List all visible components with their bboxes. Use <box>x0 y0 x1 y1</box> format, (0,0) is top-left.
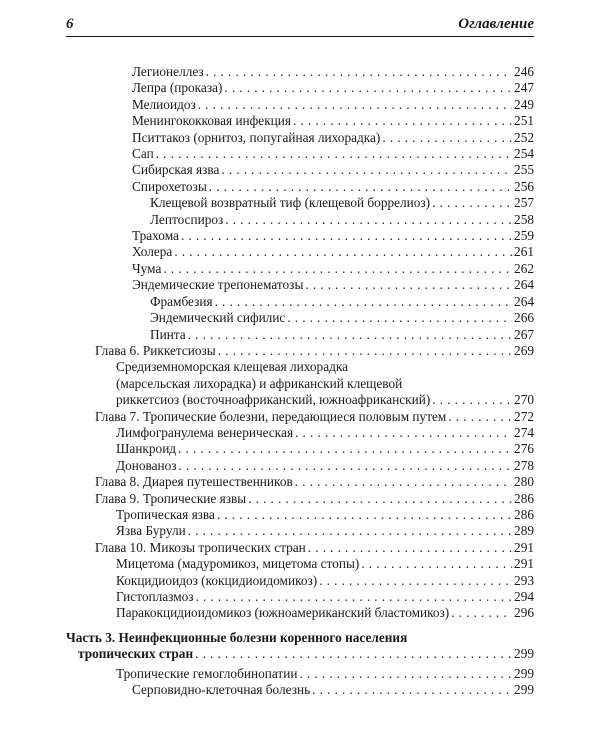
toc-entry <box>150 195 534 211</box>
leader-dots <box>299 666 512 682</box>
toc-entry-page: 289 <box>514 523 534 539</box>
toc-entry-label: Сап <box>132 146 154 162</box>
toc-entry <box>132 228 534 244</box>
leader-dots <box>179 458 513 474</box>
toc-entry-label: Спирохетозы <box>132 178 207 194</box>
toc-entry-page: 286 <box>514 506 534 522</box>
toc-entry <box>116 523 534 539</box>
toc-entry <box>150 212 534 228</box>
toc-entry <box>95 540 534 556</box>
toc-entry <box>132 64 534 80</box>
leader-dots <box>206 64 512 80</box>
toc-entry <box>132 277 534 293</box>
toc-entry <box>132 179 534 195</box>
toc-entry <box>116 573 534 589</box>
toc-entry <box>95 409 534 425</box>
leader-dots <box>188 327 512 343</box>
toc-entry-label: Клещевой возвратный тиф (клещевой боррелиоз) <box>150 195 431 211</box>
leader-dots <box>451 605 512 621</box>
toc-entry-label: Глава 10. Микозы тропических стран <box>95 539 306 555</box>
toc-entry-label: Трахома <box>132 228 179 244</box>
leader-dots <box>432 195 512 211</box>
toc-entry-label: Холера <box>132 244 173 260</box>
toc-entry-page: 276 <box>514 441 534 457</box>
toc-entry <box>132 146 534 162</box>
leader-dots <box>293 113 512 129</box>
section-title: Оглавление <box>458 16 534 32</box>
toc-entry-page: 293 <box>514 572 534 588</box>
toc-entry-page: 257 <box>514 195 534 211</box>
toc-entry-page: 294 <box>514 589 534 604</box>
part-3-heading <box>66 630 534 663</box>
leader-dots <box>312 682 512 698</box>
toc-entry-label: Менингококковая инфекция <box>132 113 291 129</box>
leader-dots <box>382 130 512 146</box>
toc-entry <box>116 589 534 605</box>
leader-dots <box>209 179 512 195</box>
toc-entry <box>132 130 534 146</box>
toc-entry <box>116 425 534 441</box>
leader-dots <box>218 343 512 359</box>
part-3-entries <box>0 666 600 699</box>
toc-entry-label: Паракокцидиоидомикоз (южноамериканский бластомикоз) <box>116 605 450 621</box>
leader-dots <box>361 556 512 572</box>
leader-dots <box>221 162 512 178</box>
toc-entry-page: 247 <box>514 80 534 96</box>
toc-entry <box>95 343 534 359</box>
toc-entry-label: Донованоз <box>116 457 177 473</box>
toc-entry-page: 280 <box>514 474 534 490</box>
toc-entry <box>116 556 534 572</box>
toc-entry <box>116 458 534 474</box>
toc-entry-label: Лептоспироз <box>150 211 224 227</box>
toc-entry <box>132 80 534 96</box>
toc-entry <box>150 327 534 343</box>
leader-dots <box>181 228 512 244</box>
toc-entry <box>116 605 534 621</box>
toc-entry-label: Глава 7. Тропические болезни, передающиеся половым путем <box>95 408 447 424</box>
toc-entry-page: 246 <box>514 64 534 79</box>
toc-entry-page: 269 <box>514 342 534 358</box>
leader-dots <box>448 409 512 425</box>
toc-entry-label: Сибирская язва <box>132 162 220 178</box>
toc-entry-label: Лепра (проказа) <box>132 80 223 96</box>
toc-entry <box>132 244 534 260</box>
toc-entry-page: 258 <box>514 211 534 227</box>
toc-entry-label: Шанкроид <box>116 441 177 457</box>
toc-entry <box>132 162 534 178</box>
toc-entry-label: Фрамбезия <box>150 293 213 309</box>
toc-entry <box>132 113 534 129</box>
part-3-title-line1: Часть 3. Неинфекционные болезни коренного населения <box>66 630 408 645</box>
leader-dots <box>215 294 512 310</box>
toc-entry-label: Средиземноморская клещевая лихорадка <box>116 359 349 375</box>
toc-entry <box>150 310 534 326</box>
toc-entry-page: 299 <box>514 682 534 698</box>
toc-entry-page: 296 <box>514 605 534 621</box>
toc-entry-page: 267 <box>514 326 534 342</box>
toc-entry-label: Легионеллез <box>132 64 204 79</box>
toc-entry-page: 291 <box>514 556 534 572</box>
toc-entry-label: Мелиоидоз <box>132 96 196 112</box>
leader-dots <box>188 523 512 539</box>
toc-entry-label: Чума <box>132 260 162 276</box>
part-3-page: 299 <box>514 646 534 662</box>
toc-entry-label: Мицетома (мадуромикоз, мицетома стопы) <box>116 556 360 572</box>
toc-entry-label: Глава 8. Диарея путешественников <box>95 474 293 490</box>
toc-entry-page: 262 <box>514 260 534 276</box>
leader-dots <box>198 97 512 113</box>
toc-entry <box>95 474 534 490</box>
leader-dots <box>174 244 512 260</box>
toc-entry-page: 270 <box>514 392 534 408</box>
toc-entry <box>116 507 534 523</box>
toc-entry-label: Эндемические трепонематозы <box>132 277 304 293</box>
toc-entry <box>132 97 534 113</box>
toc-entry <box>116 441 534 457</box>
leader-dots <box>305 277 512 293</box>
leader-dots <box>319 573 512 589</box>
running-header <box>66 12 534 36</box>
toc-entry-label: риккетсиоз (восточноафриканский, южноафриканский) <box>116 392 431 408</box>
leader-dots <box>217 507 512 523</box>
leader-dots <box>224 80 512 96</box>
toc-entry-label: Эндемический сифилис <box>150 310 286 326</box>
toc-entry-page: 299 <box>514 666 534 681</box>
leader-dots <box>295 425 512 441</box>
table-of-contents <box>0 64 600 622</box>
toc-entry-label: Лимфогранулема венерическая <box>116 424 294 440</box>
leader-dots <box>196 589 513 605</box>
toc-entry <box>132 261 534 277</box>
toc-entry-label: (марсельская лихорадка) и африканский клещевой <box>116 375 403 391</box>
toc-entry <box>116 359 534 408</box>
toc-entry-label: Серповидно-клеточная болезнь <box>132 682 311 698</box>
toc-entry-label: Глава 6. Риккетсиозы <box>95 342 216 358</box>
toc-entry-page: 264 <box>514 277 534 293</box>
toc-entry-page: 256 <box>514 178 534 194</box>
toc-entry-label: Язва Бурули <box>116 523 186 539</box>
toc-entry-page: 274 <box>514 424 534 440</box>
toc-entry-label: Гистоплазмоз <box>116 589 194 604</box>
toc-entry-page: 255 <box>514 162 534 178</box>
toc-entry-page: 254 <box>514 146 534 162</box>
leader-dots <box>156 146 512 162</box>
toc-entry-page: 249 <box>514 96 534 112</box>
toc-entry-page: 266 <box>514 310 534 326</box>
toc-entry-page: 261 <box>514 244 534 260</box>
page-number: 6 <box>66 16 74 32</box>
toc-entry-label: Тропические гемоглобинопатии <box>116 666 298 681</box>
toc-entry-label: Тропическая язва <box>116 506 215 522</box>
toc-entry-page: 264 <box>514 293 534 309</box>
toc-entry <box>95 491 534 507</box>
leader-dots <box>195 646 512 662</box>
part-3-title-line2: тропических стран <box>78 646 194 662</box>
leader-dots <box>248 491 512 507</box>
toc-entry-page: 291 <box>514 539 534 555</box>
toc-entry <box>150 294 534 310</box>
toc-entry-label: Пситтакоз (орнитоз, попугайная лихорадка) <box>132 129 381 145</box>
leader-dots <box>432 392 512 408</box>
leader-dots <box>178 441 512 457</box>
toc-entry-page: 252 <box>514 129 534 145</box>
toc-entry <box>116 666 534 682</box>
toc-entry-page: 278 <box>514 457 534 473</box>
toc-entry-label: Глава 9. Тропические язвы <box>95 490 247 506</box>
leader-dots <box>295 474 512 490</box>
leader-dots <box>308 540 512 556</box>
leader-dots <box>225 212 512 228</box>
toc-entry-label: Пинта <box>150 326 186 342</box>
toc-entry-page: 286 <box>514 490 534 506</box>
header-rule <box>66 36 534 37</box>
leader-dots <box>163 261 512 277</box>
toc-entry-page: 251 <box>514 113 534 129</box>
toc-entry-page: 272 <box>514 408 534 424</box>
leader-dots <box>287 310 512 326</box>
toc-entry-page: 259 <box>514 228 534 244</box>
toc-entry-label: Кокцидиоидоз (кокцидиоидомикоз) <box>116 572 318 588</box>
toc-entry <box>132 682 534 698</box>
